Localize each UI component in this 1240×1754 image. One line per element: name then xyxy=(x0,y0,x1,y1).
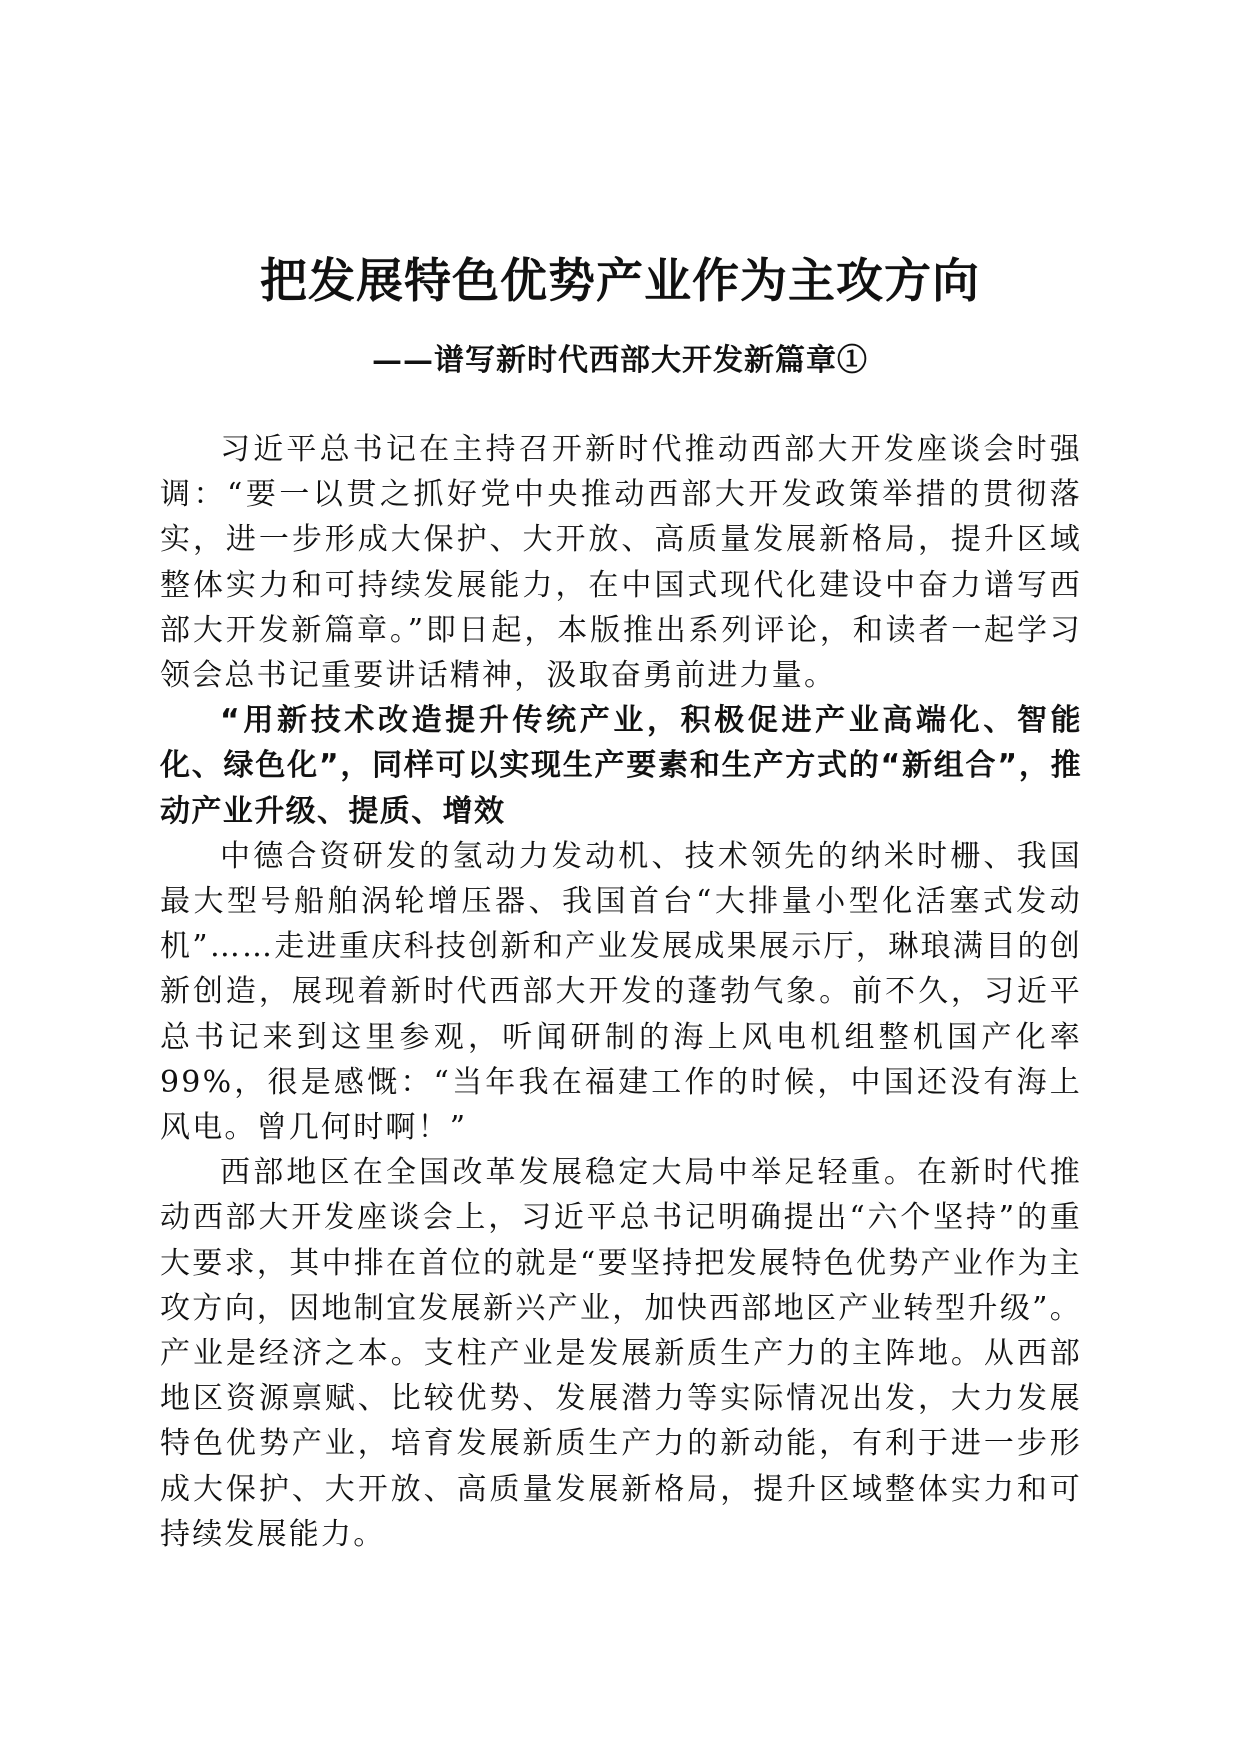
paragraph-intro: 习近平总书记在主持召开新时代推动西部大开发座谈会时强调：“要一以贯之抓好党中央推动西部大开发政策举措的贯彻落实，进一步形成大保护、大开放、高质量发展新格局，提升区域整体实力和可持续发展能力，在中国式现代化建设中奋力谱写西部大开发新篇章。”即日起，本版推出系列评论，和读者一起学习领会总书记重要讲话精神，汲取奋勇前进力量。 xyxy=(160,432,1082,694)
document-body xyxy=(160,427,1082,1557)
paragraph-chongqing: 中德合资研发的氢动力发动机、技术领先的纳米时栅、我国最大型号船舶涡轮增压器、我国首台“大排量小型化活塞式发动机”……走进重庆科技创新和产业发展成果展示厅，琳琅满目的创新创造，展现着新时代西部大开发的蓬勃气象。前不久，习近平总书记来到这里参观，听闻研制的海上风电机组整机国产化率99%，很是感慨：“当年我在福建工作的时候，中国还没有海上风电。曾几何时啊！” xyxy=(160,838,1082,1146)
section-heading: “用新技术改造提升传统产业，积极促进产业高端化、智能化、绿色化”，同样可以实现生产要素和生产方式的“新组合”，推动产业升级、提质、增效 xyxy=(160,703,1082,829)
document-subtitle: ——谱写新时代西部大开发新篇章① xyxy=(372,343,868,378)
paragraph-western-region: 西部地区在全国改革发展稳定大局中举足轻重。在新时代推动西部大开发座谈会上，习近平总书记明确提出“六个坚持”的重大要求，其中排在首位的就是“要坚持把发展特色优势产业作为主攻方向，因地制宜发展新兴产业，加快西部地区产业转型升级”。产业是经济之本。支柱产业是发展新质生产力的主阵地。从西部地区资源禀赋、比较优势、发展潜力等实际情况出发，大力发展特色优势产业，培育发展新质生产力的新动能，有利于进一步形成大保护、大开放、高质量发展新格局，提升区域整体实力和可持续发展能力。 xyxy=(160,1155,1082,1552)
document-title: 把发展特色优势产业作为主攻方向 xyxy=(260,254,980,309)
